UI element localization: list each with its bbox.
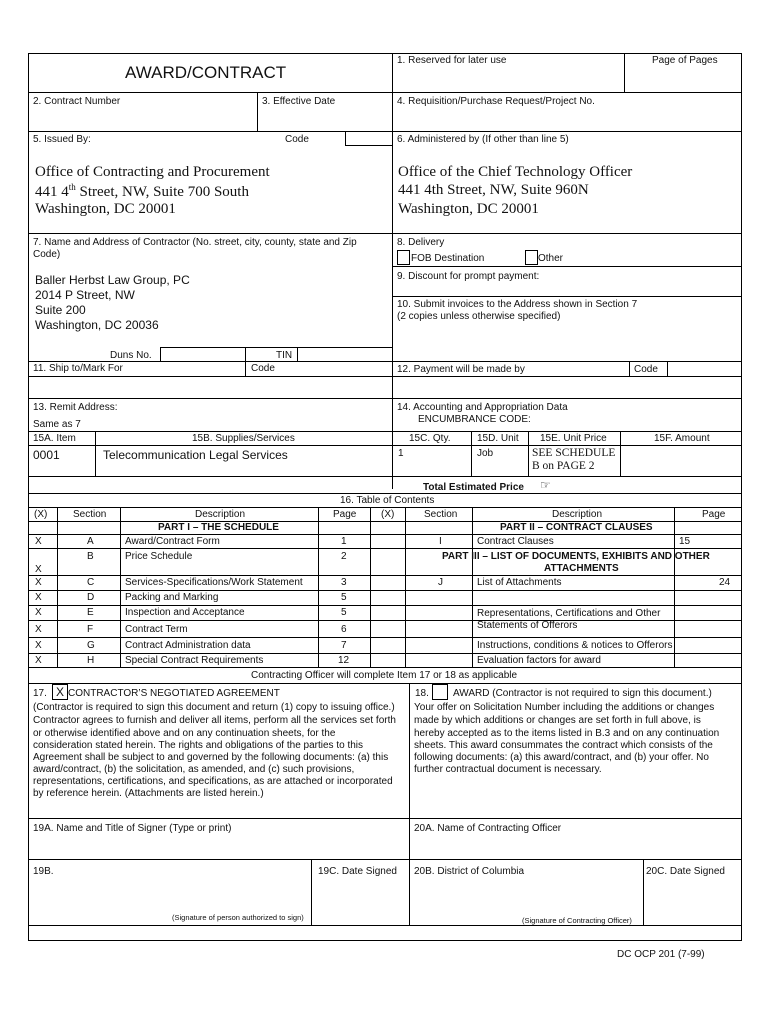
item-unit: Job — [477, 448, 494, 459]
toc-row-l-desc: Instructions, conditions & notices to Offerors — [477, 640, 673, 651]
fob-label: FOB Destination — [411, 253, 485, 264]
rule — [28, 431, 742, 432]
toc-row-a-x: X — [35, 536, 42, 547]
rule — [28, 859, 742, 860]
toc-row-a-section: A — [87, 536, 94, 547]
toc-page-header-2: Page — [702, 509, 726, 520]
item17-18-note: Contracting Officer will complete Item 17 or 18 as applicable — [251, 670, 518, 681]
item17-text-4: consideration stated herein. The rights and obligations of the parties to this — [33, 740, 364, 751]
toc-row-k-desc-1: Representations, Certifications and Other — [477, 608, 661, 619]
part3-heading-2: ATTACHMENTS — [544, 563, 619, 574]
contract-number-label: 2. Contract Number — [33, 96, 121, 107]
contractor-label-2: Code) — [33, 249, 61, 260]
admin-line3: Washington, DC 20001 — [398, 201, 539, 217]
toc-row-c-page: 3 — [341, 577, 347, 588]
toc-row-j-desc: List of Attachments — [477, 577, 562, 588]
toc-row-b-x: X — [35, 564, 42, 575]
rule — [28, 445, 742, 446]
encumbrance-label: ENCUMBRANCE CODE: — [418, 414, 531, 425]
toc-row-f-desc: Contract Term — [125, 624, 188, 635]
toc-row-c-x: X — [35, 577, 42, 588]
rule — [318, 507, 319, 667]
item-price-1: SEE SCHEDULE — [532, 447, 616, 459]
rule — [28, 818, 742, 819]
form-title: AWARD/CONTRACT — [125, 63, 287, 82]
rule — [345, 145, 392, 146]
rule — [57, 507, 58, 667]
contractor-city: Washington, DC 20036 — [35, 318, 159, 332]
item17-text-6: award/contract, (b) the solicitation, as amended, and (c) such provisions, — [33, 764, 355, 775]
toc-row-j-page: 24 — [719, 577, 731, 588]
officer-name-label: 20A. Name of Contracting Officer — [414, 823, 562, 834]
rule — [345, 131, 346, 145]
item17-text-1: (Contractor is required to sign this document and return (1) copy to issuing office.) — [33, 702, 395, 713]
rule — [257, 92, 258, 132]
toc-section-header: Section — [73, 509, 107, 520]
item18-text-2: made by which additions or changes are set forth in full above, is — [414, 715, 701, 726]
item-header: 15A. Item — [33, 433, 76, 444]
toc-x-header-2: (X) — [381, 509, 395, 520]
contractor-date-label: 19C. Date Signed — [318, 866, 397, 877]
rule — [28, 534, 742, 535]
issuer-line2-a: 441 4 — [35, 184, 69, 200]
form-border-bottom — [28, 940, 742, 941]
rule — [297, 347, 298, 361]
toc-row-b-page: 2 — [341, 551, 347, 562]
item17-text-3: or otherwise identified above and on any continuation sheets, for the — [33, 728, 336, 739]
toc-row-f-page: 6 — [341, 624, 347, 635]
rule — [28, 233, 742, 234]
rule — [160, 347, 392, 348]
rule — [624, 53, 625, 93]
issuer-line1: Office of Contracting and Procurement — [35, 164, 270, 180]
rule — [629, 361, 630, 376]
rule — [28, 361, 742, 362]
item17-title: CONTRACTOR’S NEGOTIATED AGREEMENT — [68, 688, 280, 699]
toc-row-g-section: G — [87, 640, 95, 651]
toc-row-b-desc: Price Schedule — [125, 551, 193, 562]
rule — [28, 548, 742, 549]
rule — [667, 361, 668, 376]
rule — [471, 431, 472, 476]
toc-row-e-page: 5 — [341, 607, 347, 618]
toc-section-header-2: Section — [424, 509, 458, 520]
rule — [311, 859, 312, 926]
rule — [28, 683, 742, 684]
effective-date-label: 3. Effective Date — [262, 96, 336, 107]
issued-by-label: 5. Issued By: — [33, 134, 91, 145]
contractor-signature-label: 19B. — [33, 866, 54, 877]
item18-text-4: sheets. This award consummates the contract which consists of the — [414, 740, 713, 751]
item18-text-6: further contractual document is necessary. — [414, 764, 602, 775]
item18-number: 18. — [415, 688, 429, 699]
page-of-pages-label: Page of Pages — [652, 55, 718, 66]
toc-row-h-section: H — [87, 655, 95, 666]
toc-description-header: Description — [195, 509, 246, 520]
rule — [405, 507, 406, 667]
form-number: DC OCP 201 (7-99) — [617, 949, 705, 960]
rule — [28, 131, 742, 132]
qty-header: 15C. Qty. — [409, 433, 451, 444]
item18-text-3: hereby accepted as to the items listed in B.3 and on any continuation — [414, 728, 720, 739]
fob-checkbox[interactable] — [397, 250, 410, 265]
toc-row-i-desc: Contract Clauses — [477, 536, 554, 547]
rule — [28, 637, 742, 638]
part2-heading: PART II – CONTRACT CLAUSES — [500, 522, 653, 533]
toc-row-e-section: E — [87, 607, 94, 618]
rule — [28, 92, 742, 93]
toc-row-d-x: X — [35, 592, 42, 603]
district-label: 20B. District of Columbia — [414, 866, 525, 877]
toc-title: 16. Table of Contents — [340, 495, 435, 506]
accounting-label: 14. Accounting and Appropriation Data — [397, 402, 568, 413]
pointer-icon: ☞ — [540, 478, 551, 492]
contractor-label-1: 7. Name and Address of Contractor (No. street, city, county, state and Zip — [33, 237, 357, 248]
item18-checkbox[interactable] — [432, 684, 448, 700]
rule — [120, 507, 121, 667]
form-border-right — [741, 53, 742, 941]
toc-row-b-section: B — [87, 551, 94, 562]
toc-row-g-desc: Contract Administration data — [125, 640, 251, 651]
toc-row-d-section: D — [87, 592, 95, 603]
rule — [28, 653, 742, 654]
invoice-label-1: 10. Submit invoices to the Address shown in Section 7 — [397, 299, 638, 310]
other-label: Other — [538, 253, 564, 264]
contractor-name: Baller Herbst Law Group, PC — [35, 273, 190, 287]
toc-row-e-x: X — [35, 607, 42, 618]
item17-text-8: by reference herein. (Attachments are listed herein.) — [33, 788, 264, 799]
rule — [620, 431, 621, 476]
toc-row-h-page: 12 — [338, 655, 350, 666]
tin-label: TIN — [276, 350, 293, 361]
rule — [28, 493, 742, 494]
toc-row-i-page: 15 — [679, 536, 691, 547]
duns-label: Duns No. — [110, 350, 152, 361]
officer-date-label: 20C. Date Signed — [646, 866, 725, 877]
administered-by-label: 6. Administered by (If other than line 5) — [397, 134, 569, 145]
payment-code-label: Code — [634, 364, 658, 375]
item-price-2: B on PAGE 2 — [532, 460, 595, 472]
remit-label: 13. Remit Address: — [33, 402, 118, 413]
rule — [392, 53, 393, 489]
toc-row-f-x: X — [35, 624, 42, 635]
toc-row-g-page: 7 — [341, 640, 347, 651]
other-checkbox[interactable] — [525, 250, 538, 265]
form-border-left — [28, 53, 29, 941]
supplies-header: 15B. Supplies/Services — [192, 433, 295, 444]
rule — [160, 347, 161, 361]
total-estimated-price-label: Total Estimated Price — [423, 482, 524, 493]
item17-text-2: Contractor agrees to furnish and deliver all items, perform all the services set forth — [33, 715, 396, 726]
rule — [95, 431, 96, 476]
toc-description-header-2: Description — [552, 509, 603, 520]
rule — [28, 925, 742, 926]
item-qty: 1 — [398, 448, 404, 459]
ship-to-code-label: Code — [251, 363, 275, 374]
reserved-label: 1. Reserved for later use — [397, 55, 507, 66]
item-number: 0001 — [33, 448, 60, 462]
delivery-label: 8. Delivery — [397, 237, 445, 248]
toc-row-c-section: C — [87, 577, 95, 588]
rule — [370, 507, 371, 667]
discount-label: 9. Discount for prompt payment: — [397, 271, 540, 282]
rule — [28, 476, 742, 477]
part1-heading: PART I – THE SCHEDULE — [158, 522, 279, 533]
rule — [28, 507, 742, 508]
ship-to-label: 11. Ship to/Mark For — [33, 363, 123, 374]
requisition-label: 4. Requisition/Purchase Request/Project No. — [397, 96, 595, 107]
toc-row-a-page: 1 — [341, 536, 347, 547]
payment-label: 12. Payment will be made by — [397, 364, 525, 375]
contractor-street: 2014 P Street, NW — [35, 288, 135, 302]
officer-signature-caption: (Signature of Contracting Officer) — [522, 916, 632, 925]
admin-line2: 441 4th Street, NW, Suite 960N — [398, 182, 589, 198]
rule — [674, 507, 675, 667]
signer-name-label: 19A. Name and Title of Signer (Type or print) — [33, 823, 232, 834]
rule — [28, 590, 742, 591]
form-border-top — [28, 53, 742, 54]
unit-header: 15D. Unit — [477, 433, 519, 444]
toc-row-g-x: X — [35, 640, 42, 651]
toc-row-e-desc: Inspection and Acceptance — [125, 607, 245, 618]
part3-heading-1: PART III – LIST OF DOCUMENTS, EXHIBITS AND OTHER — [442, 551, 710, 562]
issuer-line2-b: Street, NW, Suite 700 South — [75, 184, 249, 200]
remit-value: Same as 7 — [33, 419, 81, 430]
issuer-line2-sup: th — [68, 182, 76, 192]
item17-text-7: representations, certifications, and specifications, as are attached or incorporated — [33, 776, 393, 787]
toc-row-d-page: 5 — [341, 592, 347, 603]
toc-row-k-desc-2: Statements of Offerors — [477, 620, 578, 631]
item18-text-1: Your offer on Solicitation Number including the additions or changes — [414, 702, 715, 713]
rule — [28, 575, 742, 576]
toc-row-c-desc: Services-Specifications/Work Statement — [125, 577, 303, 588]
issuer-line2 — [35, 182, 249, 201]
rule — [28, 667, 742, 668]
amount-header: 15F. Amount — [654, 433, 710, 444]
rule — [28, 620, 742, 621]
rule — [392, 266, 742, 267]
toc-row-h-x: X — [35, 655, 42, 666]
rule — [28, 398, 742, 399]
item18-text-5: following documents: (a) this award/contract, and (b) your offer. No — [414, 752, 709, 763]
toc-row-m-desc: Evaluation factors for award — [477, 655, 601, 666]
toc-row-j-section: J — [438, 577, 443, 588]
item17-text-5: Agreement shall be subject to and governed by the following documents: (a) this — [33, 752, 389, 763]
invoice-label-2: (2 copies unless otherwise specified) — [397, 311, 561, 322]
toc-x-header: (X) — [34, 509, 48, 520]
toc-row-a-desc: Award/Contract Form — [125, 536, 220, 547]
rule — [528, 431, 529, 476]
rule — [643, 859, 644, 926]
item-supplies: Telecommunication Legal Services — [103, 448, 288, 462]
rule — [472, 507, 473, 667]
issued-by-code-label: Code — [285, 134, 309, 145]
unit-price-header: 15E. Unit Price — [540, 433, 607, 444]
toc-page-header: Page — [333, 509, 357, 520]
rule — [28, 376, 742, 377]
toc-row-f-section: F — [87, 624, 94, 635]
rule — [409, 683, 410, 926]
issuer-line3: Washington, DC 20001 — [35, 201, 176, 217]
contractor-suite: Suite 200 — [35, 303, 86, 317]
item17-number: 17. — [33, 688, 47, 699]
contractor-signature-caption: (Signature of person authorized to sign) — [172, 913, 304, 922]
rule — [28, 605, 742, 606]
rule — [392, 296, 742, 297]
toc-row-d-desc: Packing and Marking — [125, 592, 219, 603]
item18-title: AWARD (Contractor is not required to sign this document.) — [453, 688, 712, 699]
admin-line1: Office of the Chief Technology Officer — [398, 164, 633, 180]
toc-row-i-section: I — [439, 536, 442, 547]
item17-checkbox[interactable]: X — [52, 684, 68, 700]
toc-row-h-desc: Special Contract Requirements — [125, 655, 264, 666]
